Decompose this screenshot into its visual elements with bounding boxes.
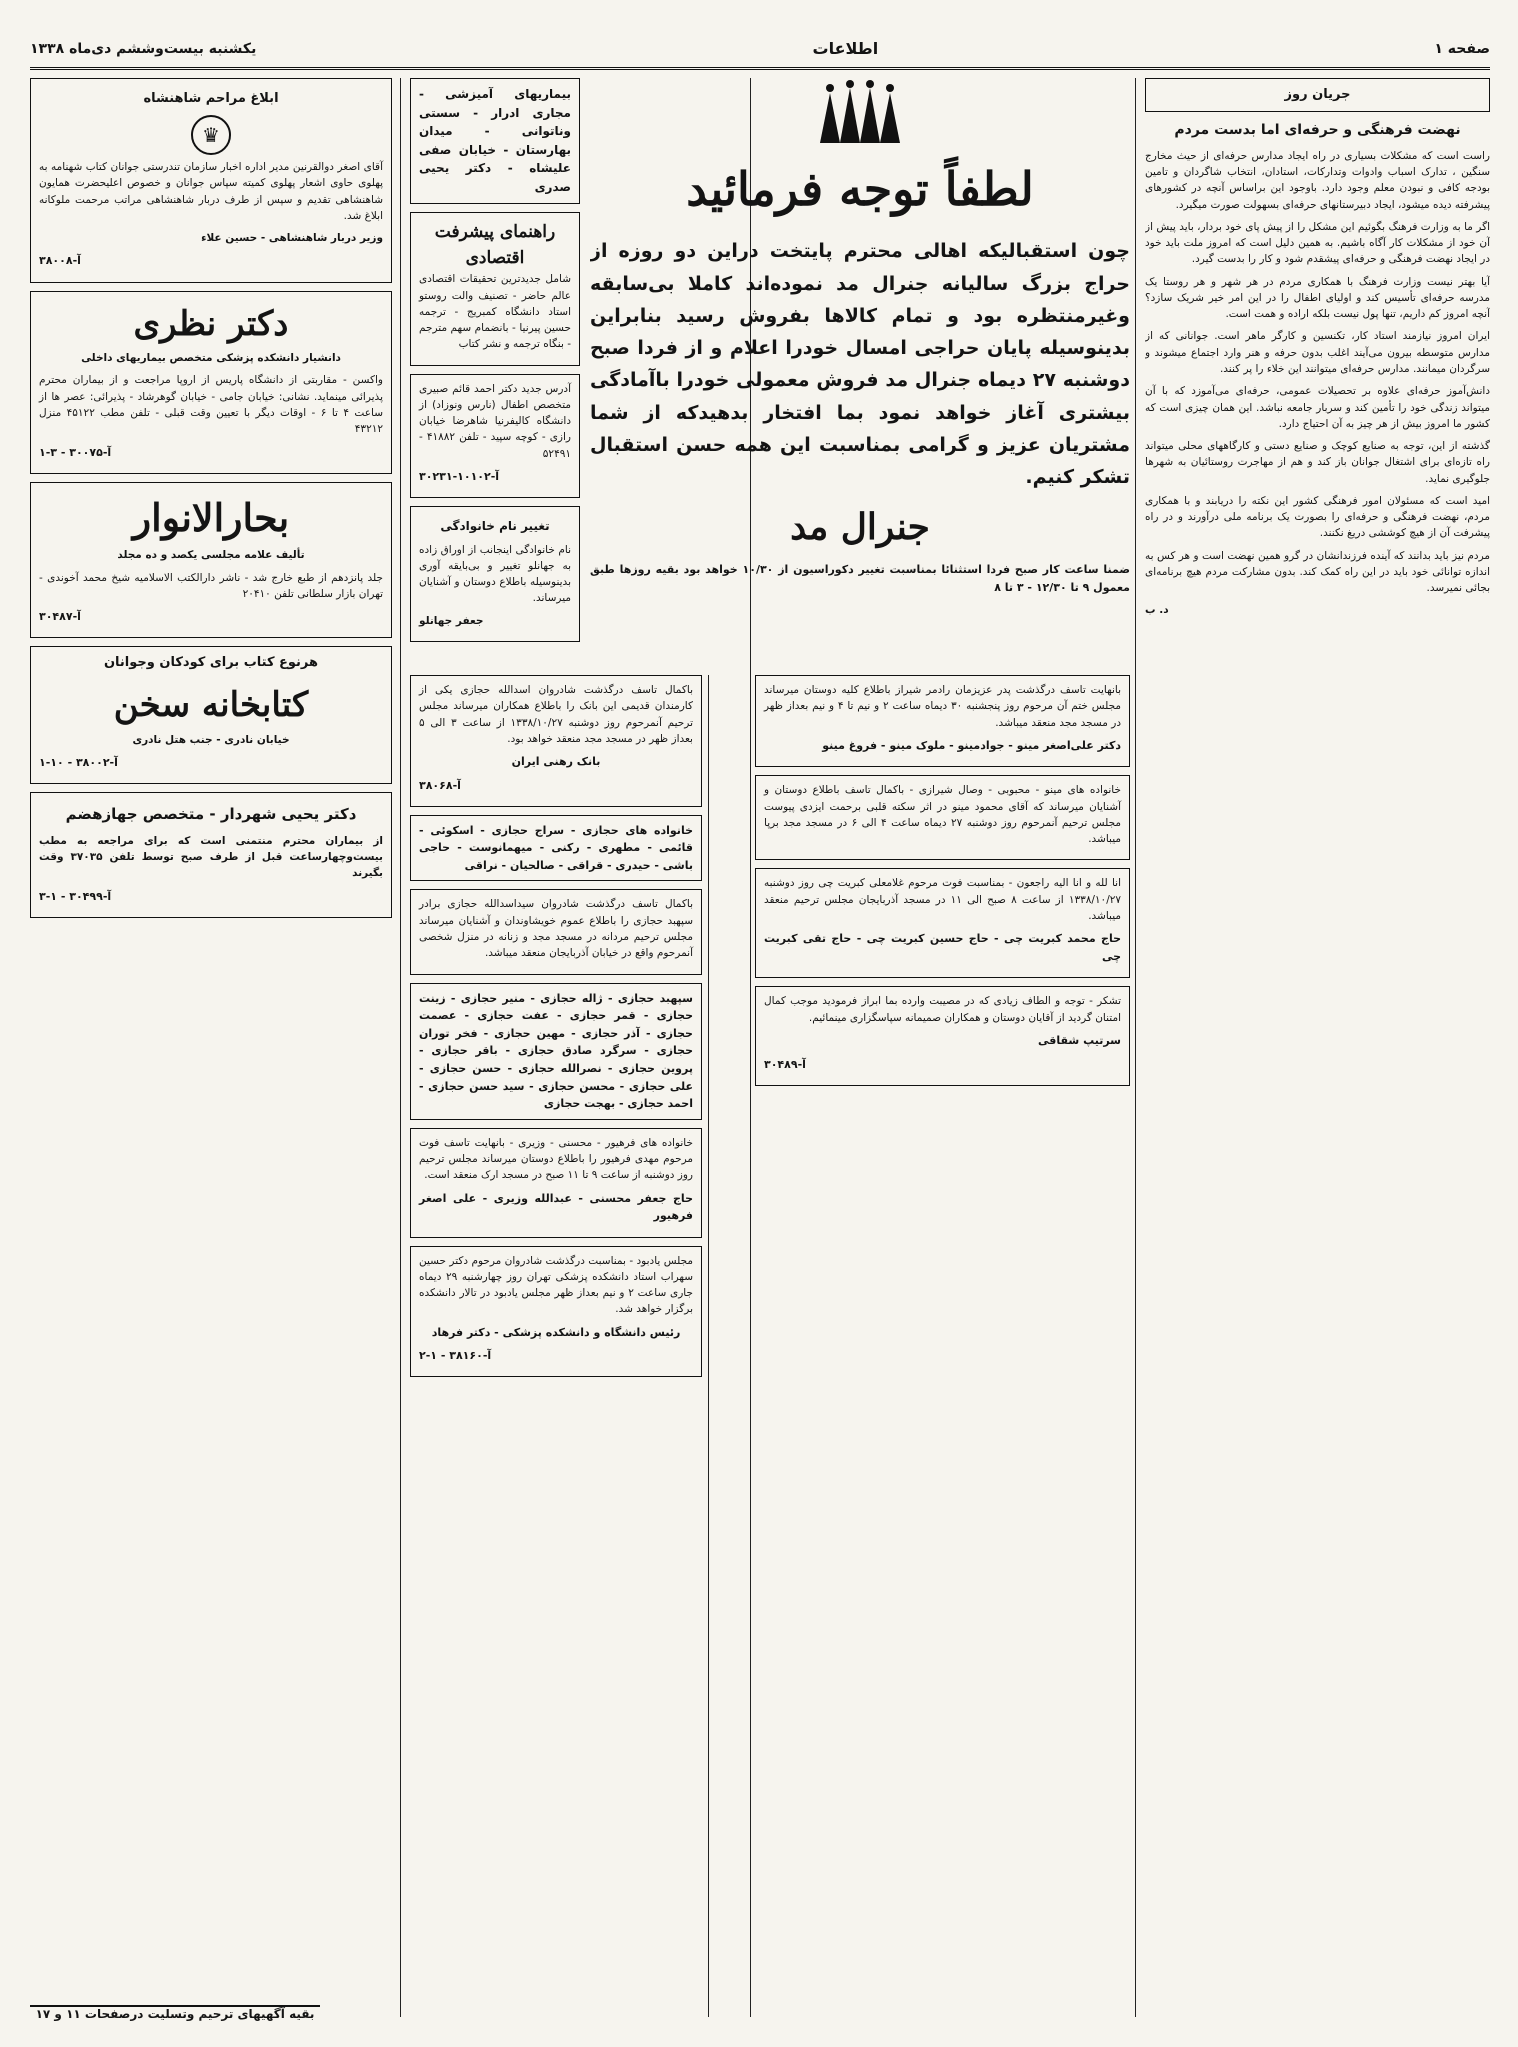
doctor-code: آ-۳۰۰۷۵ - ۳-۱ <box>39 445 112 459</box>
royal-title: ابلاغ مراحم شاهنشاه <box>143 91 279 106</box>
editorial-signature: د. ب <box>1145 604 1169 617</box>
editorial-paragraph: راست است که مشکلات بسیاری در راه ایجاد مدارس حرفه‌ای از حیث مخارج سنگین ، تدارک اسباب وادوات وتدارکات، استادان، انتخاب شاگردان و تامین بودجه کافی و نبودن معلم وجود دارد. باوجود این براساس آنچه در کشورهای پیشرفته دیده میشود، ایجاد دبیرستانهای حرفه‌ای بسهولت صورت میگیرد. <box>1145 149 1490 211</box>
editorial-paragraph: امید است که مسئولان امور فرهنگی کشور این نکته را دریابند و با همکاری مردم، نهضت فرهنگی و حرفه‌ای را بصورت یک برنامه ملی درآورند و در راه پیشرفت آن از هیچ کوششی دریغ نکنند. <box>1145 494 1490 540</box>
name-change-ad <box>410 506 580 642</box>
general-mode-ad <box>590 78 1130 658</box>
obituary-text: باکمال تاسف درگذشت شادروان اسدالله حجازی یکی از کارمندان قدیمی این بانک را باطلاع همکاران میرساند مجلس ترحیم آنمرحوم روز دوشنبه ۱۳۳۸/۱۰/۲۷ از ساعت ۳ الی ۵ بعداز ظهر در مسجد مجد منعقد خواهد بود. <box>419 684 694 745</box>
obituary-code: آ-۳۸۰۶۸ <box>419 778 461 792</box>
obituary-text: خانواده های مینو - محبوبی - وصال شیرازی - باکمال تاسف باطلاع دوستان و آشنایان میرساند که آقای محمود مینو در اثر سکته قلبی برحمت ایزدی پیوست مجلس ترحیم آنمرحوم روز دوشنبه ۲۷ دیماه ساعت ۴ الی ۶ در مسجد مجد برپا میباشد. <box>764 784 1121 846</box>
bihar-ad <box>30 482 392 639</box>
ad-title: لطفاً توجه فرمائید <box>686 162 1034 216</box>
editorial-paragraph: آیا بهتر نیست وزارت فرهنگ با همکاری مردم در هر شهر و هر روستا یک مدرسه حرفه‌ای تأسیس کند و اولیای اطفال را در این امر خیر شریک سازد؟ آنچه امروز کم داریم، تنها پول نیست بلکه اراده و همت است. <box>1145 275 1490 321</box>
obituary-item <box>755 675 1130 767</box>
editorial-paragraph: ایران امروز نیازمند استاد کار، تکنسین و کارگر ماهر است. جوانانی که از مدارس متوسطه بیرون می‌آیند اغلب بدون حرفه و هنر وارد اجتماع میشوند و سرگردان میمانند. مدارس حرفه‌ای میتوانند این خلاء را پر کنند. <box>1145 330 1490 376</box>
name-change-body: نام خانوادگی اینجانب از اوراق زاده به جهانلو تغییر و بی‌بایقه آوری بدینوسیله باطلاع دوستان و آشنایان میرساند. <box>419 543 571 605</box>
masthead: اطلاعات <box>812 39 879 58</box>
obituary-code: آ-۳۰۴۸۹ <box>764 1057 806 1071</box>
obituary-text: خانواده های فرهیور - محسنی - وزیری - بانهایت تاسف فوت مرحوم مهدی فرهیور را باطلاع دوستان میرساند مجلس ترحیم روز دوشنبه از ساعت ۹ تا ۱۱ صبح در مسجد ارک منعقد است. <box>419 1136 693 1182</box>
book-body: شامل جدیدترین تحقیقات اقتصادی عالم حاضر - تصنیف والت روستو استاد دانشگاه کمبریج - ترجمه حسین پیرنیا - بانضمام سهم مترجم - بنگاه ترجمه و نشر کتاب <box>419 273 571 351</box>
doctor-subtitle: دانشیار دانشکده پزشکی متخصص بیماریهای داخلی <box>81 352 341 365</box>
middle-top-column <box>410 78 580 668</box>
memorial-item <box>410 1246 702 1378</box>
ad-body: چون استقبالیکه اهالی محترم پایتخت دراین دو روزه از حراج بزرگ سالیانه جنرال مد نموده‌اند کاملا بی‌سابقه وغیرمنتظره بود و تمام کالاها بفروش رسید بنابراین بدینوسیله پایان حراجی امسال خودرا اعلام و از فردا صبح دوشنبه ۲۷ دیماه جنرال مد فروش معمولی خودرا باآمادگی بیشتری آغاز خواهد نمود بما افتخار بدهیدکه از شما مشتریان عزیز و گرامی بمناسبت این همه حسن استقبال تشکر کنیم. <box>590 240 1130 489</box>
obituary-item <box>755 868 1130 978</box>
obituary-signers: دکتر علی‌اصغر مینو - جوادمینو - ملوک مینو - فروغ مینو <box>822 738 1121 752</box>
obituary-column-right <box>755 675 1130 2017</box>
bihar-body: جلد پانزدهم از طبع خارج شد - ناشر دارالکتب الاسلامیه شیخ محمد آخوندی - تهران بازار سلطانی تلفن ۲۰۴۱۰ <box>39 571 383 600</box>
doctor-title: دکتر نظری <box>133 303 289 344</box>
obituary-column-left <box>410 675 702 2017</box>
editorial-paragraph: اگر ما به وزارت فرهنگ بگوئیم این مشکل را از پیش پای خود بردار، باید پیش از آن خود از مشکلات کار آگاه باشیم. به همین دلیل است که امروز ملت باید خود در ایجاد نهضت فرهنگی و حرفه‌ای پیشقدم شود و کار را بدست گیرد. <box>1145 220 1490 266</box>
page-number: صفحه ۱ <box>1434 40 1490 57</box>
sokhan-kicker: هرنوع کتاب برای کودکان وجوانان <box>103 655 319 671</box>
address-change-ad <box>410 374 580 498</box>
obituary-signers: حاج جعفر محسنی - عبدالله وزیری - علی اصغر فرهیور <box>419 1191 693 1223</box>
obituary-text: انا لله و انا الیه راجعون - بمناسبت فوت مرحوم غلامعلی کبریت چی روز دوشنبه ۱۳۳۸/۱۰/۲۷ از ساعت ۸ صبح الی ۱۱ در مسجد آذربایجان مجلس ترحیم منعقد میباشد. <box>764 877 1122 922</box>
royal-sign: وزیر دربار شاهنشاهی - حسین علاء <box>201 232 383 245</box>
obituary-code: آ-۳۸۱۶۰ - ۱-۲ <box>419 1349 492 1363</box>
sokhan-ad <box>30 646 392 784</box>
obituary-item <box>755 986 1130 1085</box>
editorial-box <box>1145 78 1490 112</box>
obituary-signers: بانک رهنی ایران <box>511 755 601 769</box>
obituary-families: سپهبد حجازی - ژاله حجازی - منیر حجازی - زینت حجازی - قمر حجازی - عفت حجازی - عصمت حجازی - آذر حجازی - مهین حجازی - فخر توران حجازی - سرگرد صادق حجازی - باقر حجازی - پروین حجازی - نصرالله حجازی - حسن حجازی - علی حجازی - محسن حجازی - سید حسن حجازی - احمد حجازی - بهجت حجازی <box>410 983 702 1120</box>
ad-note: ضمنا ساعت کار صبح فردا استثنائا بمناسبت تغییر دکوراسیون از ۱۰/۳۰ خواهد بود بقیه روزها طبق معمول ۹ تا ۱۲/۳۰ - ۳ تا ۸ <box>590 563 1130 594</box>
editorial-column <box>1145 78 1490 2017</box>
obituary-families: خانواده های حجازی - سراج حجازی - اسکوئی - قائمی - مطهری - رکنی - میهمانوست - حاجی باشی - حیدری - قراقی - صالحیان - نراقی <box>410 815 702 882</box>
doctor-nazari-ad <box>30 291 392 474</box>
bihar-title: بحارالانوار <box>132 494 290 540</box>
shahrdar-code: آ-۳۰۴۹۹ - ۱-۳ <box>39 889 112 903</box>
address-change-text: آدرس جدید دکتر احمد قائم صبیری متخصص اطفال (نارس ونوزاد) از دانشگاه کالیفرنیا شاهرضا خیابان رازی - کوچه سپید - تلفن ۴۱۸۸۲ - ۵۲۴۹۱ <box>419 382 571 460</box>
obituary-item <box>410 1128 702 1238</box>
shahrdar-ad <box>30 792 392 917</box>
editorial-paragraph: گذشته از این، توجه به صنایع کوچک و صنایع دستی و کارگاههای محلی میتواند راه تازه‌ای برای اشتغال جوانان باز کند و هم از مهاجرت روستائیان به شهرها جلوگیری نماید. <box>1145 440 1490 485</box>
royal-code: آ-۳۸۰۰۸ <box>39 254 81 268</box>
ad-brand: جنرال مد <box>790 505 930 548</box>
editorial-box-title: جریان روز <box>1284 87 1351 102</box>
editorial-headline: نهضت فرهنگی و حرفه‌ای اما بدست مردم <box>1174 122 1461 139</box>
sokhan-title: کتابخانه سخن <box>113 685 309 726</box>
obituary-signers: سرتیپ شقاقی <box>1038 1033 1121 1047</box>
royal-notice <box>30 78 392 283</box>
name-change-sign: جعفر جهانلو <box>419 614 484 627</box>
obituary-item <box>410 889 702 974</box>
name-change-title: تغییر نام خانوادگی <box>440 518 550 533</box>
bihar-subtitle: تألیف علامه مجلسی یکصد و ده مجلد <box>117 549 305 562</box>
issue-date: یکشنبه بیست‌وششم دی‌ماه ۱۳۳۸ <box>30 40 257 57</box>
sokhan-address: خیابان نادری - جنب هتل نادری <box>132 734 290 747</box>
general-mode-logo-icon <box>800 78 920 148</box>
obituary-text: باکمال تاسف درگذشت شادروان سیداسدالله حجازی برادر سپهبد حجازی را باطلاع عموم خویشاوندان و آشنایان میرساند مجلس ترحیم مردانه در مسجد مجد و زنانه در منزل شخصی آنمرحوم واقع در خیابان آذربایجان منعقد میباشد. <box>419 898 693 960</box>
obituary-text: بانهایت تاسف درگذشت پدر عزیزمان رادمر شیراز باطلاع کلیه دوستان میرساند مجلس ختم آن مرحوم روز پنجشنبه ۳۰ دیماه ساعت ۲ و نیم تا ۴ و نیم بعداز ظهر در مسجد مجد منعقد میباشد. <box>764 684 1121 729</box>
obituary-text: مجلس یادبود - بمناسبت درگذشت شادروان مرحوم دکتر حسین سهراب استاد دانشکده پزشکی تهران روز چهارشنبه ۲۹ دیماه جاری ساعت ۲ و نیم بعداز ظهر مجلس یادبود در تالار دانشکده برگزار خواهد شد. <box>419 1254 693 1316</box>
address-change-code: آ-۱۰۱۰۲-۳۰۲۳۱ <box>419 469 500 483</box>
bihar-code: آ-۳۰۴۸۷ <box>39 610 81 624</box>
sokhan-code: آ-۳۸۰۰۲ - ۱۰-۱ <box>39 756 118 770</box>
shahrdar-body: از بیماران محترم منتمنی است که برای مراجعه به مطب بیست‌وچهارساعت قبل از طرف صبح توسط تلفن ۳۷۰۳۵ وقت بگیرند <box>39 834 383 880</box>
page-header <box>30 30 1490 70</box>
obituary-item <box>410 675 702 807</box>
obituary-text: تشکر - توجه و الطاف زیادی که در مصیبت وارده بما ابراز فرمودید موجب کمال امتنان گردید از آقایان دوستان و همکاران صمیمانه سپاسگزاری مینمائیم. <box>764 995 1121 1024</box>
clinic-ad: بیماریهای آمیزشی - مجاری ادرار - سستی وناتوانی - میدان بهارستان - خیابان صفی علیشاه - دکتر یحیی صدری <box>410 78 580 204</box>
footer-note: بقیه آگهیهای ترحیم وتسلیت درصفحات ۱۱ و ۱۷ <box>30 2005 320 2025</box>
obituary-signers: حاج محمد کبریت چی - حاج حسین کبریت چی - حاج تقی کبریت چی <box>764 932 1121 963</box>
obituary-signers: رئیس دانشگاه و دانشکده پزشکی - دکتر فرهاد <box>431 1325 681 1339</box>
book-ad <box>410 212 580 366</box>
royal-body: آقای اصغر دوالقرنین مدیر اداره اخبار سازمان تندرستی جوانان کتاب شهنامه به پهلوی حاوی اشعار پهلوی کمیته سپاس جوانان و خصوص اعلیحضرت همایون شاهنشاهی تقدیم و سپس از طرف دربار شاهنشاهی مراتب مرحمت ملوکانه ابلاغ شد. <box>39 161 383 222</box>
shahrdar-title: دکتر یحیی شهردار - متخصص جهازهضم <box>65 805 357 824</box>
book-title: راهنمای پیشرفت اقتصادی <box>434 221 556 268</box>
editorial-paragraph: مردم نیز باید بدانند که آینده فرزندانشان در گرو همین نهضت است و هر کس به اندازه توانائی خود باید در این راه کمک کند. بدون مشارکت مردم هیچ برنامه‌ای بجائی نمیرسد. <box>1145 549 1490 595</box>
doctor-body: واکسن - مقاربتی از دانشگاه پاریس از اروپا مراجعت و از بیماران محترم پذیرائی مینماید. نشانی: خیابان جامی - خیابان گوهرشاد - پذیرائی: عصر ها از ساعت ۴ تا ۶ - اوقات دیگر با تعیین وقت قبلی - تلفن مطب ۴۵۱۲۲ منزل ۴۳۲۱۲ <box>39 374 383 436</box>
crown-icon: ♛ <box>191 115 231 155</box>
editorial-paragraph: دانش‌آموز حرفه‌ای علاوه بر تحصیلات عمومی، حرفه‌ای می‌آموزد که با آن میتواند زندگی خود را تأمین کند و سربار جامعه نباشد. این همان چیزی است که کشور ما امروز بیش از هر چیز به آن احتیاج دارد. <box>1145 385 1490 430</box>
left-column <box>30 78 392 2017</box>
obituary-item <box>755 775 1130 860</box>
